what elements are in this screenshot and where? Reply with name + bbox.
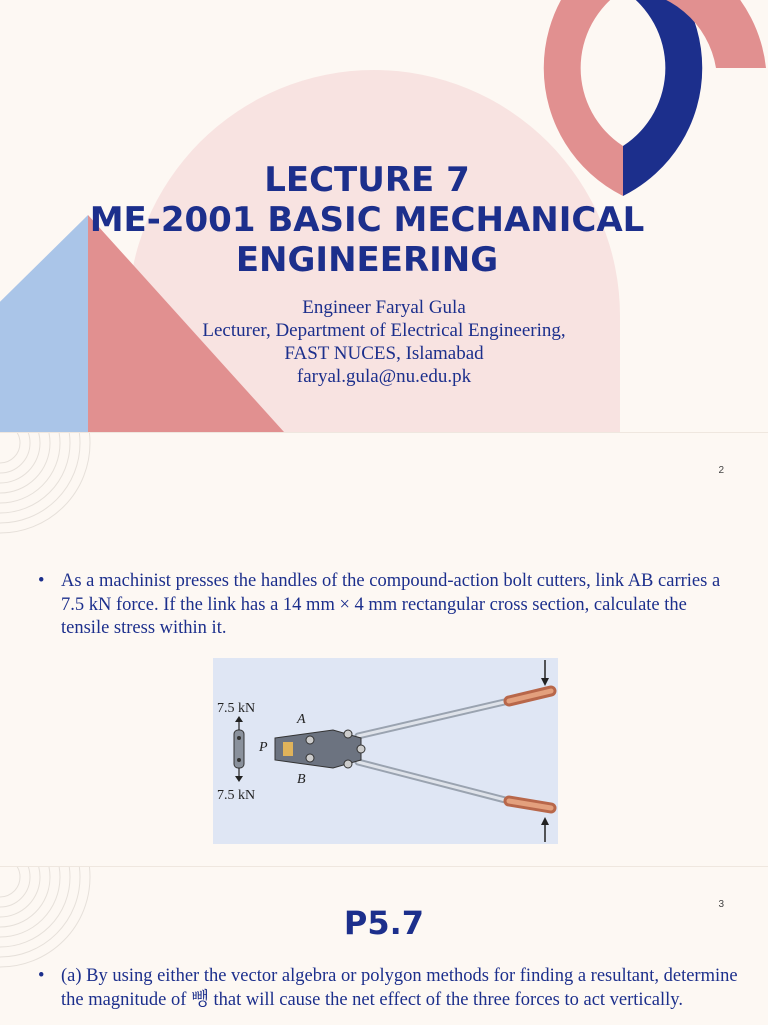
- lecture-title: [0, 160, 734, 280]
- presenter-info: [0, 296, 768, 388]
- presenter-name: Engineer Faryal Gula: [302, 297, 466, 318]
- slide-number: 2: [718, 465, 724, 476]
- problem-statement: [38, 570, 738, 641]
- problem-heading: P5.7: [343, 904, 425, 942]
- title-line-3: ENGINEERING: [235, 240, 499, 280]
- presenter-position: Lecturer, Department of Electrical Engineering,: [202, 320, 566, 341]
- bolt-cutter-figure: [213, 658, 558, 844]
- presenter-email: faryal.gula@nu.edu.pk: [296, 366, 472, 387]
- point-label-p: P: [259, 740, 268, 755]
- bullet-dot: •: [38, 966, 45, 986]
- problem-slide: [0, 432, 768, 867]
- bullet-dot: •: [38, 571, 45, 591]
- force-label-top: 7.5 kN: [217, 701, 256, 716]
- title-line-1: LECTURE 7: [264, 160, 470, 200]
- slide-number: 3: [718, 899, 724, 910]
- title-slide: [0, 0, 768, 432]
- point-label-a: A: [297, 712, 306, 727]
- force-label-bottom: 7.5 kN: [217, 788, 256, 803]
- problem-statement: [38, 965, 738, 1012]
- presenter-institution: FAST NUCES, Islamabad: [284, 343, 484, 364]
- decorative-concentric-rings: [0, 433, 140, 553]
- point-label-b: B: [297, 772, 306, 787]
- problem-p57-slide: [0, 866, 768, 1025]
- title-line-2: ME-2001 BASIC MECHANICAL: [89, 200, 645, 240]
- problem-text: As a machinist presses the handles of the compound-action bolt cutters, link AB carries a 7.5 kN force. If the link has a 14 mm × 4 mm rectangular cross section, calculate the tensile stress within it.: [61, 571, 721, 638]
- problem-text: (a) By using either the vector algebra or polygon methods for finding a resultant, determine the magnitude of 뺑 that will cause the net effect of the three forces to act vertically.: [61, 966, 738, 1010]
